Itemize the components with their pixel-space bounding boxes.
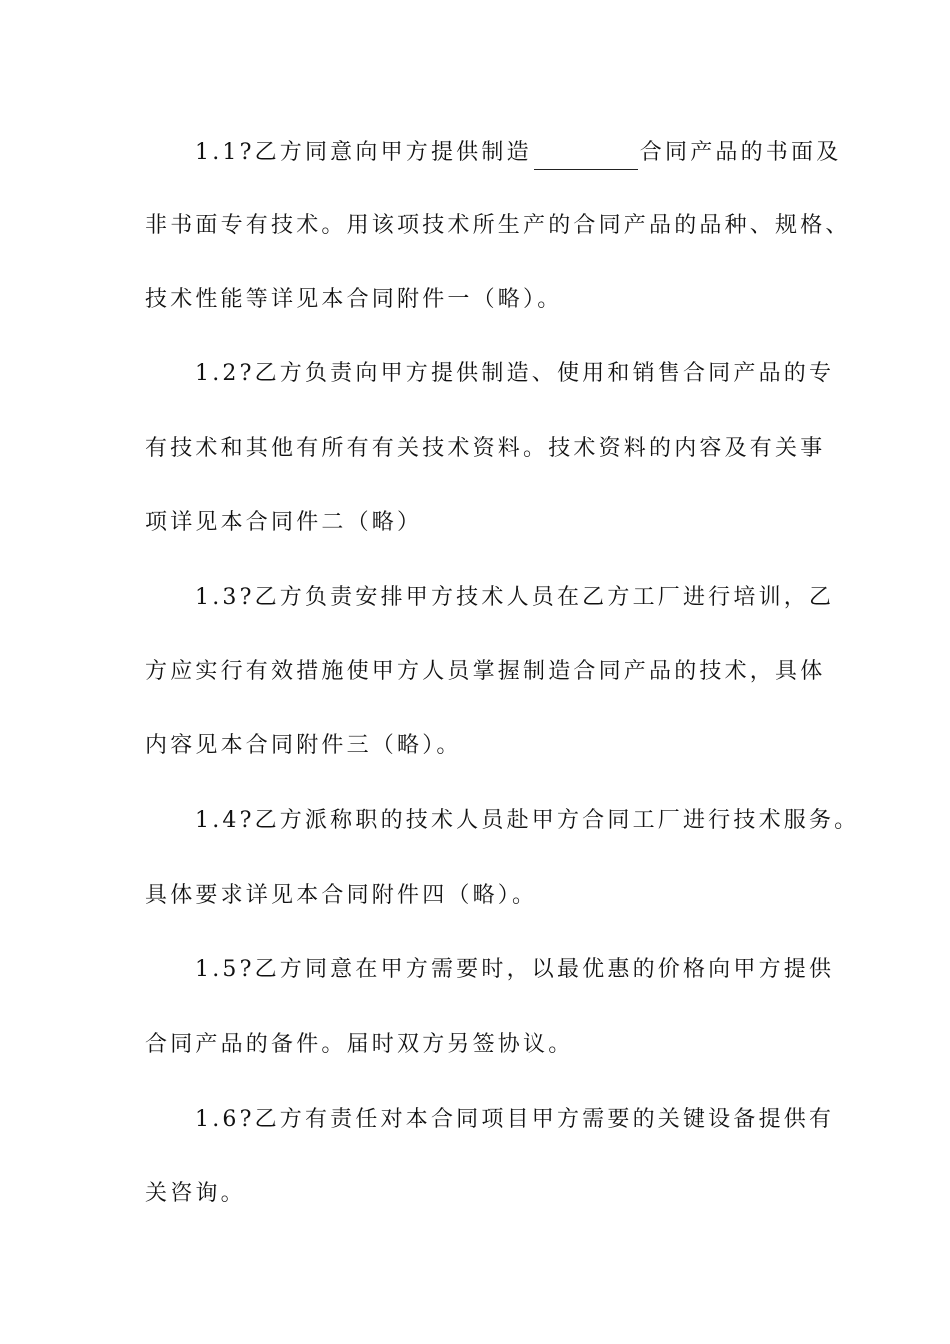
paragraph-1-1-line-1	[195, 136, 842, 170]
paragraph-1-3-line-1: 1.3?乙方负责安排甲方技术人员在乙方工厂进行培训，乙	[195, 585, 835, 610]
paragraph-1-4-line-2: 具体要求详见本合同附件四（略）。	[145, 883, 538, 908]
paragraph-1-1-line-3: 技术性能等详见本合同附件一（略）。	[145, 287, 563, 312]
paragraph-1-2-line-3: 项详见本合同件二（略）	[145, 510, 423, 535]
clause-1-1-text-before-blank: 1.1?乙方同意向甲方提供制造	[195, 140, 532, 165]
paragraph-1-5-line-2: 合同产品的备件。届时双方另签协议。	[145, 1032, 574, 1057]
paragraph-1-6-line-2: 关咨询。	[145, 1181, 246, 1206]
paragraph-1-2-line-2: 有技术和其他有所有有关技术资料。技术资料的内容及有关事	[145, 436, 826, 461]
fill-in-blank	[534, 143, 638, 170]
paragraph-1-1-line-2: 非书面专有技术。用该项技术所生产的合同产品的品种、规格、	[145, 213, 851, 238]
paragraph-1-5-line-1: 1.5?乙方同意在甲方需要时，以最优惠的价格向甲方提供	[195, 957, 835, 982]
paragraph-1-6-line-1: 1.6?乙方有责任对本合同项目甲方需要的关键设备提供有	[195, 1107, 835, 1132]
paragraph-1-2-line-1: 1.2?乙方负责向甲方提供制造、使用和销售合同产品的专	[195, 361, 835, 386]
paragraph-1-3-line-3: 内容见本合同附件三（略）。	[145, 733, 462, 758]
paragraph-1-3-line-2: 方应实行有效措施使甲方人员掌握制造合同产品的技术，具体	[145, 659, 826, 684]
paragraph-1-4-line-1: 1.4?乙方派称职的技术人员赴甲方合同工厂进行技术服务。	[195, 808, 860, 833]
clause-1-1-text-after-blank: 合同产品的书面及	[639, 140, 842, 165]
